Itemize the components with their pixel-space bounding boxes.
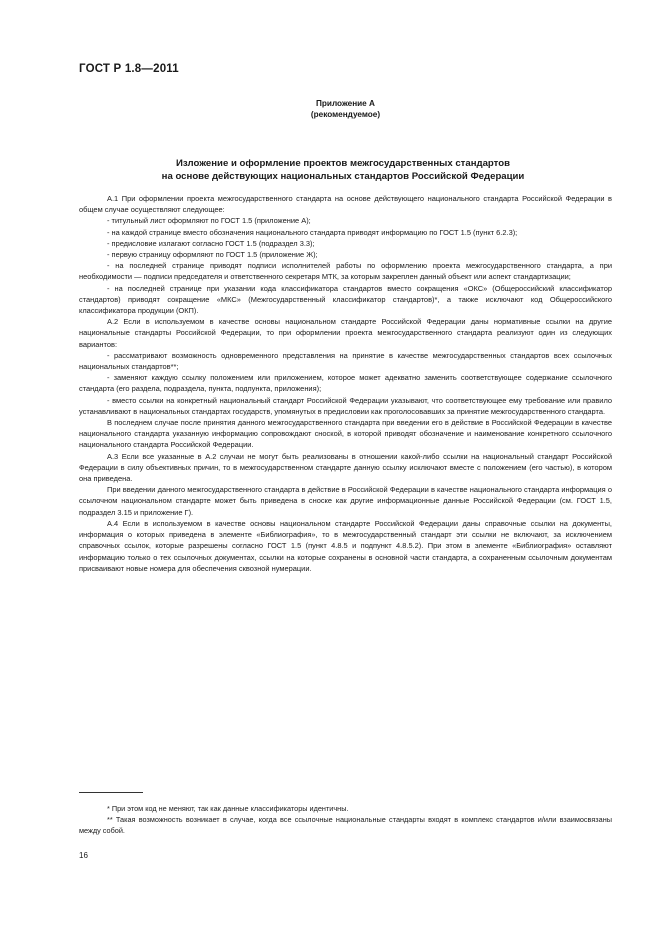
- page-header-standard-code: ГОСТ Р 1.8—2011: [79, 63, 179, 75]
- footnote-2: ** Такая возможность возникает в случае, когда все ссылочные национальные стандарты входят в комплекс стандартов и/или взаимосвязаны между собой.: [79, 815, 612, 836]
- list-item: - на последней странице приводят подписи исполнителей работы по оформлению проекта межгосударственного стандарта, а при необходимости — подписи председателя и ответственного секретаря МТК, за которым закреплен данный объект или аспект стандартизации;: [79, 261, 612, 282]
- page-number: 16: [79, 851, 88, 860]
- footnotes: [79, 803, 612, 837]
- paragraph: В последнем случае после принятия данного межгосударственного стандарта при введении его в действие в Российской Федерации в качестве национального стандарта указанную информацию сопровождают сноской, в которой приводят обозначение и наименование конкретного ссылочного национального стандарта Российской Федерации.: [79, 418, 612, 450]
- paragraph-a3: А.3 Если все указанные в А.2 случаи не могут быть реализованы в отношении какой-либо ссылки на национальный стандарт Российской Федерации в силу объективных причин, то в межгосударственном стандарте данную ссылку исключают вместе с положением (его частью), в котором она приведена.: [79, 451, 612, 484]
- paragraph: При введении данного межгосударственного стандарта в действие в Российской Федерации в качестве национального стандарта информация о ссылочном национальном стандарте может быть приведена в сноске как другие информационные данные Российской Федерации (см. ГОСТ 1.5, подраздел 3.15 и приложение Г).: [79, 485, 612, 517]
- appendix-title-line-1: Изложение и оформление проектов межгосударственных стандартов: [176, 158, 510, 169]
- list-item: - рассматривают возможность одновременного представления на принятие в качестве межгосударственных стандартов всех ссылочных национальных стандартов**;: [79, 350, 612, 372]
- appendix-title: [79, 157, 607, 183]
- paragraph-a2: А.2 Если в используемом в качестве основы национальном стандарте Российской Федерации даны нормативные ссылки на другие национальные стандарты Российской Федерации, то при оформлении проекта межгосударственного стандарта реализуют один из следующих вариантов:: [79, 317, 612, 349]
- list-item: - титульный лист оформляют по ГОСТ 1.5 (приложение А);: [107, 216, 311, 226]
- appendix-status: (рекомендуемое): [310, 110, 381, 119]
- paragraph-a4: А.4 Если в используемом в качестве основы национальном стандарте Российской Федерации даны справочные ссылки на документы, информация о которых приведена в элементе «Библиография», то в межгосударственный стандарт эти ссылки не включают, за исключением справочных ссылок, которые разрешены согласно ГОСТ 1.5 (пункт 4.8.5 и подпункт 4.8.5.2). При этом в элементе «Библиография» оставляют информацию только о тех ссылочных документах, ссылки на которые сохранены в основной части стандарта, а сохраненным ссылочным документам присваивают новые номера для обеспечения сквозной нумерации.: [79, 518, 612, 573]
- list-item: - на последней странице при указании кода классификатора стандартов вместо сокращения «ОКС» (Общероссийский классификатор стандартов) приводят сокращение «МКС» (Межгосударственный классификатор стандартов)*, а также исключают код Общероссийского классификатора продукции (ОКП).: [79, 283, 612, 316]
- list-item: - предисловие излагают согласно ГОСТ 1.5 (подраздел 3.3);: [107, 238, 315, 248]
- list-item: - заменяют каждую ссылку положением или приложением, которое может адекватно заменить соответствующее содержание ссылочного стандарта (его раздела, подраздела, пункта, подпункта, приложения);: [79, 373, 612, 394]
- appendix-body: [79, 193, 612, 574]
- footnote-divider: [79, 792, 143, 793]
- appendix-title-line-2: на основе действующих национальных стандартов Российской Федерации: [161, 171, 525, 182]
- footnote-1: * При этом код не меняют, так как данные классификаторы идентичны.: [107, 804, 349, 813]
- appendix-label: Приложение А: [316, 99, 375, 108]
- paragraph-a1: А.1 При оформлении проекта межгосударственного стандарта на основе действующего национального стандарта Российской Федерации в общем случае осуществляют следующее:: [79, 194, 612, 215]
- appendix-heading: [0, 98, 661, 120]
- list-item: - первую страницу оформляют по ГОСТ 1.5 (приложение Ж);: [107, 250, 318, 260]
- list-item: - на каждой странице вместо обозначения национального стандарта приводят информацию по ГОСТ 1.5 (пункт 6.2.3);: [107, 227, 518, 237]
- list-item: - вместо ссылки на конкретный национальный стандарт Российской Федерации указывают, что соответствующее ему требование или правило устанавливают в национальных стандартах государств, упомянутых в предисловии как проголосовавших за принятие межгосударственного стандарта.: [79, 395, 612, 416]
